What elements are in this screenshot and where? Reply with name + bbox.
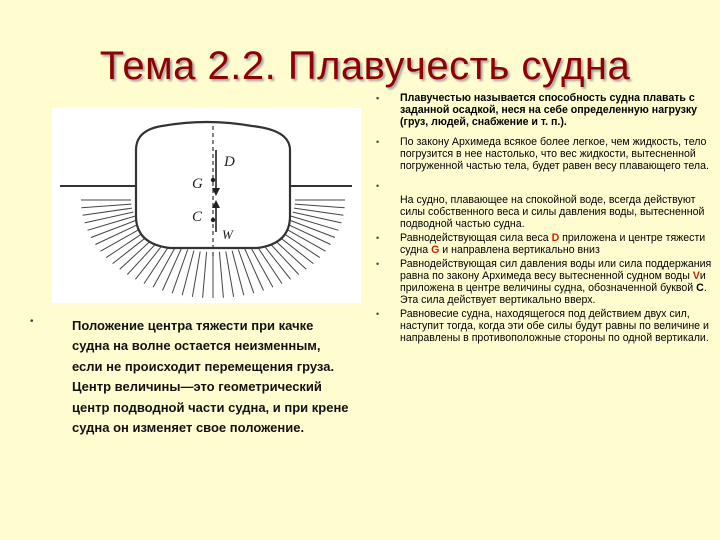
list-item-text: По закону Архимеда всякое более легкое, чем жидкость, тело погрузится в нее настолько, что вес жидкости, вытесненной погруженной частью тела, будет равен весу плавающего тела. [400,136,709,172]
left-paragraph-text: Положение центра тяжести при качке судна на волне остается неизменным, если не происходит перемещения груза. Центр величины—это геометрический центр подводной части судна, и при крене судна он изменяет свое положение. [72,318,349,436]
list-item-text-c: и направлена вертикально вниз [439,244,600,256]
pressure-line [81,204,131,208]
list-item-text-c: . Эта сила действует вертикально вверх. [400,282,707,306]
bullet-dot: • [376,233,380,243]
bullet-dot: • [376,309,380,319]
list-item-text-b: приложена и центре тяжести судна [400,232,706,256]
list-item-text-a: Равнодействующая сил давления воды или сила поддержания равна по закону Архимеда весу вытесненной судном воды [400,258,712,282]
list-item [372,181,712,230]
list-item-text: Плавучестью называется способность судна плавать с заданной осадкой, неся на себе определенную нагрузку (груз, людей, снабжение и т. п.). [400,92,698,128]
list-item-text: Равновесие судна, находящегося под действием двух сил, наступит тогда, когда эти обе силы будут равны по величине и направлены в противоположные стороны по одной вертикали. [400,308,709,344]
label-d: D [224,154,235,170]
bullet-dot: • [376,181,380,191]
buoyancy-diagram [52,108,361,303]
bullet-dot: • [376,259,380,269]
label-w: W [222,227,233,242]
label-c: C [192,209,203,225]
list-item [372,136,712,172]
pressure-line [232,251,244,296]
pressure-line [238,250,254,294]
list-item-text: На судно, плавающее на спокойной воде, всегда действуют силы собственного веса и силы давления воды, вытесненной подводной частью судна. [400,194,705,230]
label-g: G [192,176,203,192]
pressure-line [172,250,188,294]
force-d-symbol: D [551,232,560,244]
list-item [372,92,712,128]
list-item-text-a: Равнодействующая сила веса [400,232,552,244]
bullet-dot: • [30,316,34,327]
center-c-symbol: С [696,282,704,294]
list-item [372,308,712,344]
right-bullet-list [372,92,712,344]
center-g-symbol: G [431,244,440,256]
pressure-line [192,251,200,296]
pressure-line [244,248,263,291]
pressure-line [163,248,182,291]
point-c [211,218,215,222]
pressure-line [226,251,234,296]
pressure-line [182,251,194,296]
left-paragraph [30,316,350,438]
pressure-line [203,252,207,298]
bullet-dot: • [376,137,380,147]
volume-v-symbol: V [692,270,700,282]
list-item-text-b: и приложена в центре величины судна, обозначенной буквой [400,270,706,294]
list-item [372,232,712,256]
point-g [211,178,215,182]
slide-title: Тема 2.2. Плавучесть судна [99,44,631,88]
list-item [372,258,712,306]
pressure-line [219,252,223,298]
pressure-line [295,204,345,208]
bullet-dot: • [376,93,380,103]
